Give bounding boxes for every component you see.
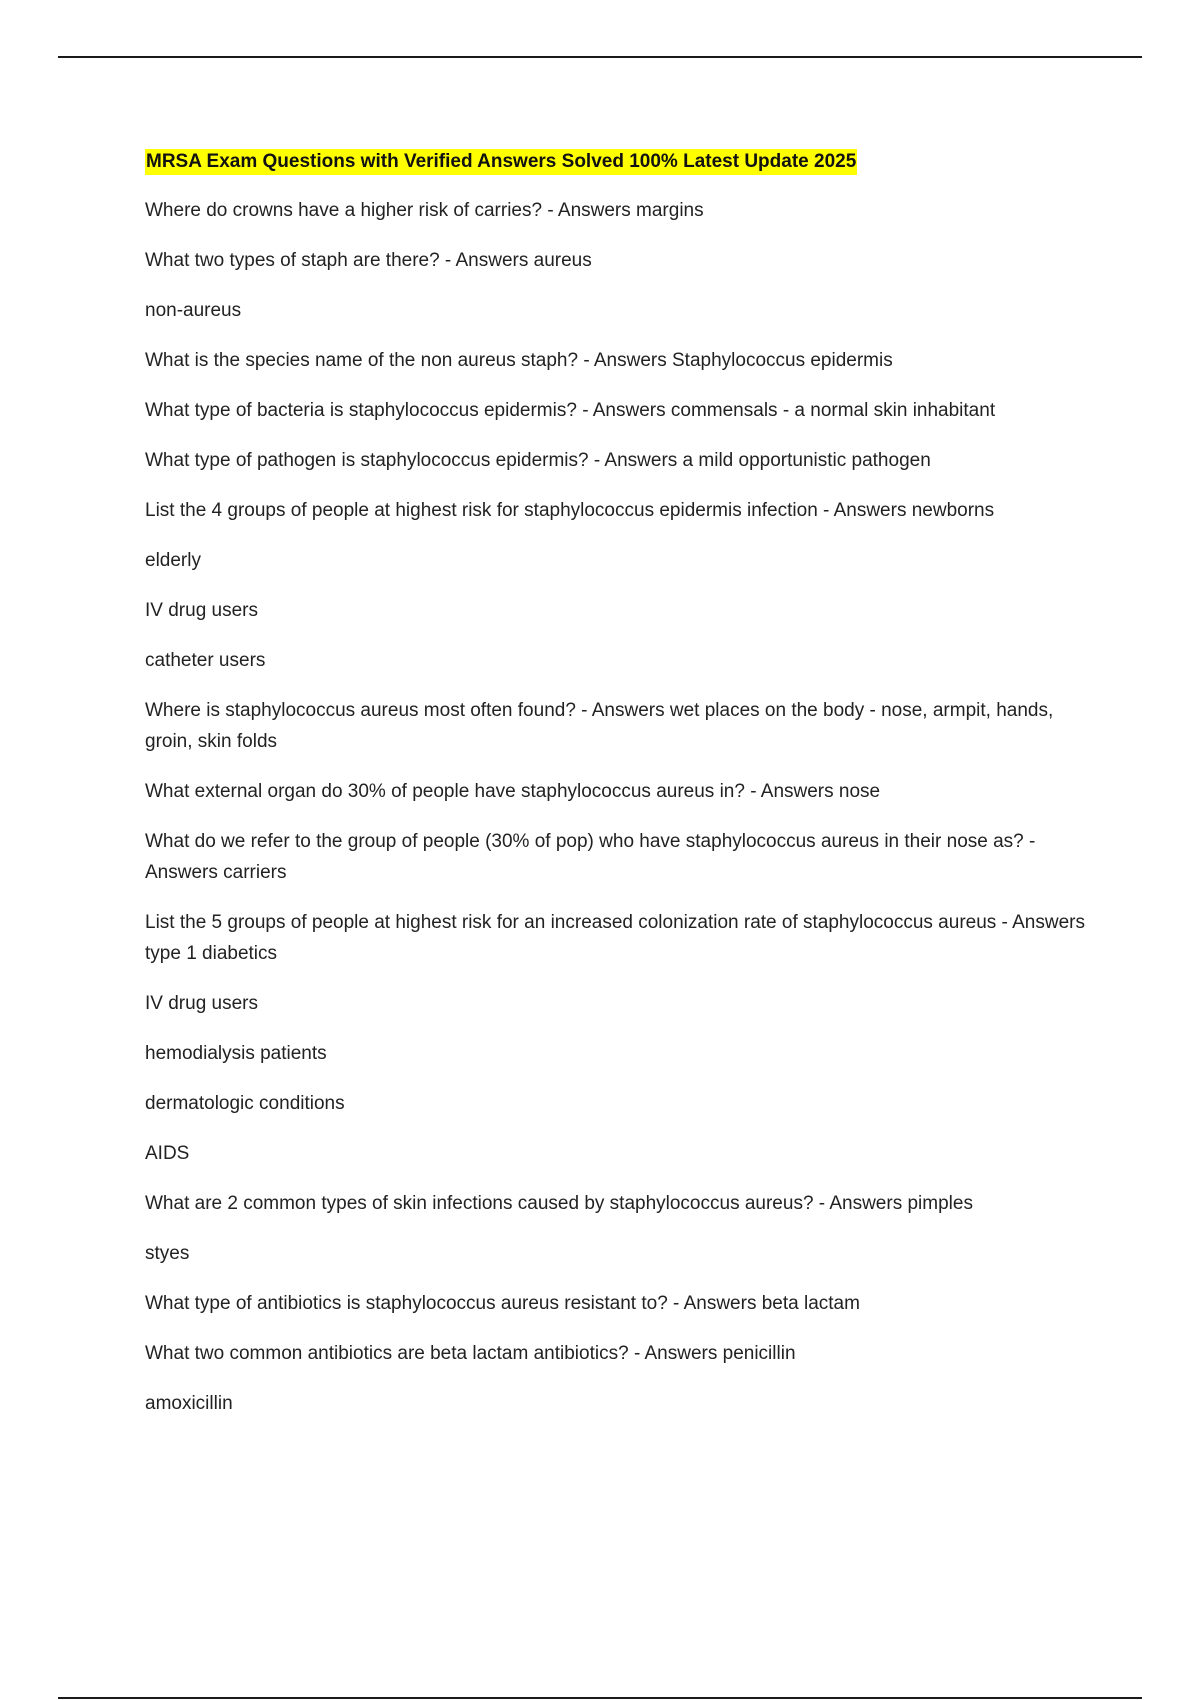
paragraph: styes — [145, 1243, 190, 1264]
paragraph: amoxicillin — [145, 1393, 233, 1414]
footer-rule — [58, 1697, 1142, 1699]
paragraph: What two common antibiotics are beta lactam antibiotics? - Answers penicillin — [145, 1343, 796, 1364]
paragraph: What do we refer to the group of people (30% of pop) who have staphylococcus aureus in their nose as? - Answers carriers — [145, 831, 1036, 883]
document-body — [145, 146, 1095, 1438]
paragraph: elderly — [145, 550, 201, 571]
paragraph: AIDS — [145, 1143, 190, 1164]
paragraph: non-aureus — [145, 300, 242, 321]
paragraph: List the 4 groups of people at highest risk for staphylococcus epidermis infection - Answers newborns — [145, 500, 995, 521]
paragraph: dermatologic conditions — [145, 1093, 345, 1114]
paragraph: IV drug users — [145, 993, 258, 1014]
paragraph: hemodialysis patients — [145, 1043, 327, 1064]
paragraph: What type of bacteria is staphylococcus epidermis? - Answers commensals - a normal skin inhabitant — [145, 400, 996, 421]
paragraph: IV drug users — [145, 600, 258, 621]
paragraph: Where is staphylococcus aureus most often found? - Answers wet places on the body - nose, armpit, hands, groin, skin folds — [145, 700, 1054, 752]
paragraph: What external organ do 30% of people have staphylococcus aureus in? - Answers nose — [145, 781, 881, 802]
paragraph: Where do crowns have a higher risk of carries? - Answers margins — [145, 200, 704, 221]
paragraph: What two types of staph are there? - Answers aureus — [145, 250, 592, 271]
paragraph: What type of antibiotics is staphylococcus aureus resistant to? - Answers beta lactam — [145, 1293, 860, 1314]
paragraph: What are 2 common types of skin infections caused by staphylococcus aureus? - Answers pimples — [145, 1193, 973, 1214]
paragraph: catheter users — [145, 650, 266, 671]
paragraph: List the 5 groups of people at highest risk for an increased colonization rate of staphylococcus aureus - Answers type 1 diabetics — [145, 912, 1085, 964]
paragraph: What is the species name of the non aureus staph? - Answers Staphylococcus epidermis — [145, 350, 893, 371]
document-title: MRSA Exam Questions with Verified Answers Solved 100% Latest Update 2025 — [145, 149, 857, 175]
paragraph: What type of pathogen is staphylococcus epidermis? - Answers a mild opportunistic pathogen — [145, 450, 931, 471]
header-rule — [58, 56, 1142, 58]
